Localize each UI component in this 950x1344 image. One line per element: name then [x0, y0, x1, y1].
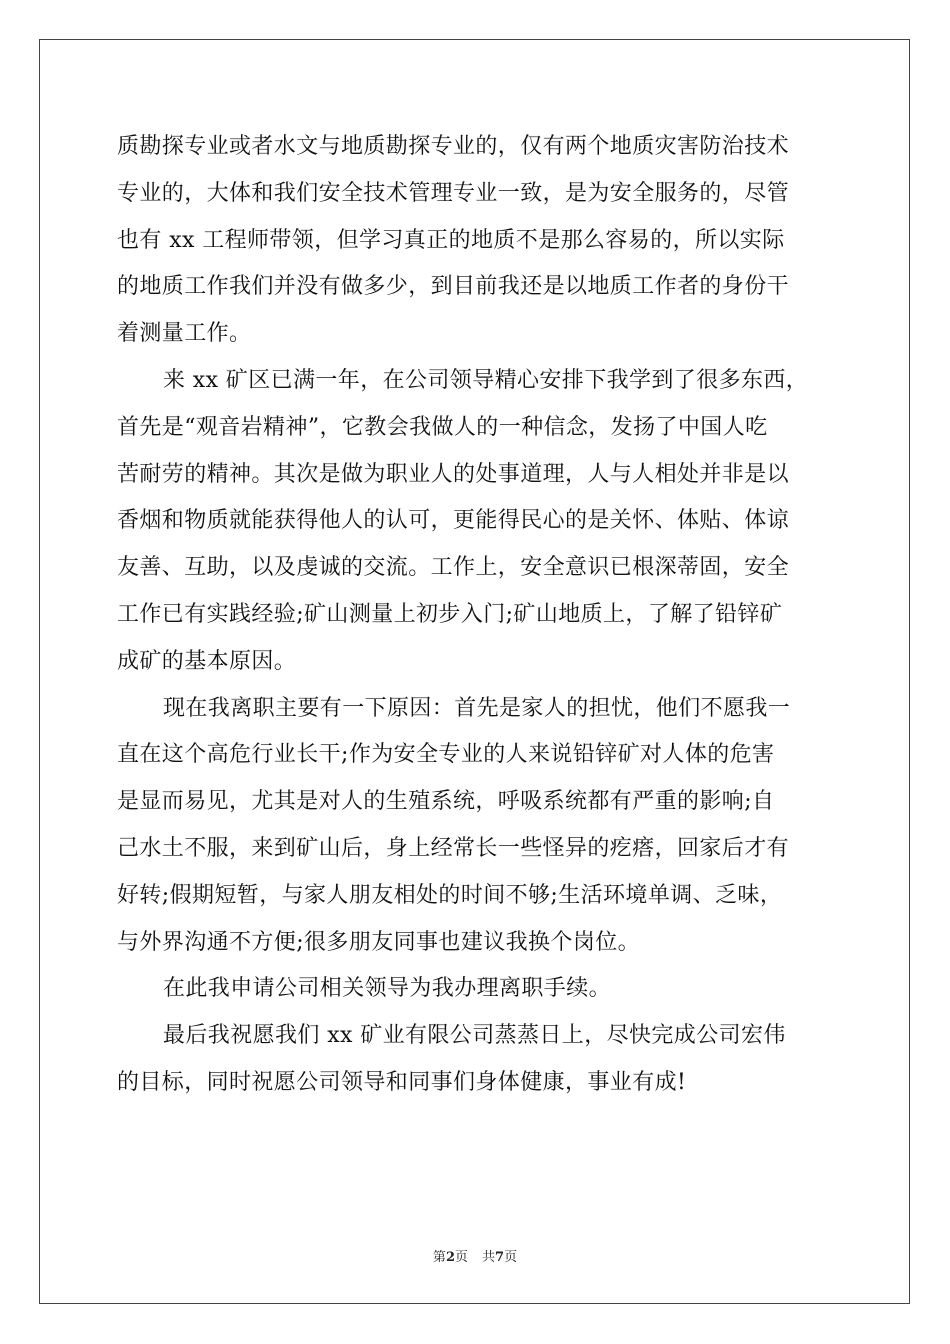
text-line: 的地质工作我们并没有做多少，到目前我还是以地质工作者的身份干: [117, 274, 790, 300]
total-suffix: 页: [504, 1250, 518, 1265]
text-line: 也有 xx 工程师带领，但学习真正的地质不是那么容易的，所以实际: [117, 227, 785, 253]
text-line: 首先是“观音岩精神”，它教会我做人的一种信念，发扬了中国人吃: [117, 414, 768, 440]
text-line: 己水土不服，来到矿山后，身上经常长一些怪异的疙瘩，回家后才有: [117, 835, 790, 861]
document-body: [117, 124, 837, 1107]
text-line: 着测量工作。: [117, 321, 252, 347]
total-pages-indicator: [482, 1250, 517, 1265]
text-line: 友善、互助，以及虔诚的交流。工作上，安全意识已根深蒂固，安全: [117, 555, 790, 581]
paragraph-start-line: 在此我申请公司相关领导为我办理离职手续。: [163, 976, 612, 1002]
total-prefix: 共: [482, 1250, 496, 1265]
paragraph-start-line: 现在我离职主要有一下原因：首先是家人的担忧，他们不愿我一: [163, 695, 791, 721]
text-line: 是显而易见，尤其是对人的生殖系统，呼吸系统都有严重的影响;自: [117, 789, 775, 815]
paragraph-start-line: 来 xx 矿区已满一年，在公司领导精心安排下我学到了很多东西，: [163, 367, 809, 393]
paragraph-start-line: 最后我祝愿我们 xx 矿业有限公司蒸蒸日上，尽快完成公司宏伟: [163, 1023, 786, 1049]
page-suffix: 页: [454, 1250, 468, 1265]
text-line: 的目标，同时祝愿公司领导和同事们身体健康，事业有成!: [117, 1069, 687, 1095]
text-line: 好转;假期短暂，与家人朋友相处的时间不够;生活环境单调、乏味，: [117, 882, 783, 908]
total-pages-number: 7: [495, 1250, 505, 1265]
page-prefix: 第: [432, 1250, 446, 1265]
text-line: 与外界沟通不方便;很多朋友同事也建议我换个岗位。: [117, 929, 641, 955]
text-line: 工作已有实践经验;矿山测量上初步入门;矿山地质上，了解了铅锌矿: [117, 601, 783, 627]
text-line: 直在这个高危行业长干;作为安全专业的人来说铅锌矿对人体的危害: [117, 742, 775, 768]
page-footer: [0, 1246, 950, 1265]
text-line: 成矿的基本原因。: [117, 648, 297, 674]
page-indicator: [433, 1250, 468, 1265]
text-line: 香烟和物质就能获得他人的认可，更能得民心的是关怀、体贴、体谅: [117, 508, 790, 534]
page-number: 2: [445, 1250, 455, 1265]
text-line: 专业的，大体和我们安全技术管理专业一致，是为安全服务的，尽管: [117, 180, 790, 206]
text-line: 质勘探专业或者水文与地质勘探专业的，仅有两个地质灾害防治技术: [117, 134, 790, 159]
text-line: 苦耐劳的精神。其次是做为职业人的处事道理，人与人相处并非是以: [117, 461, 790, 487]
